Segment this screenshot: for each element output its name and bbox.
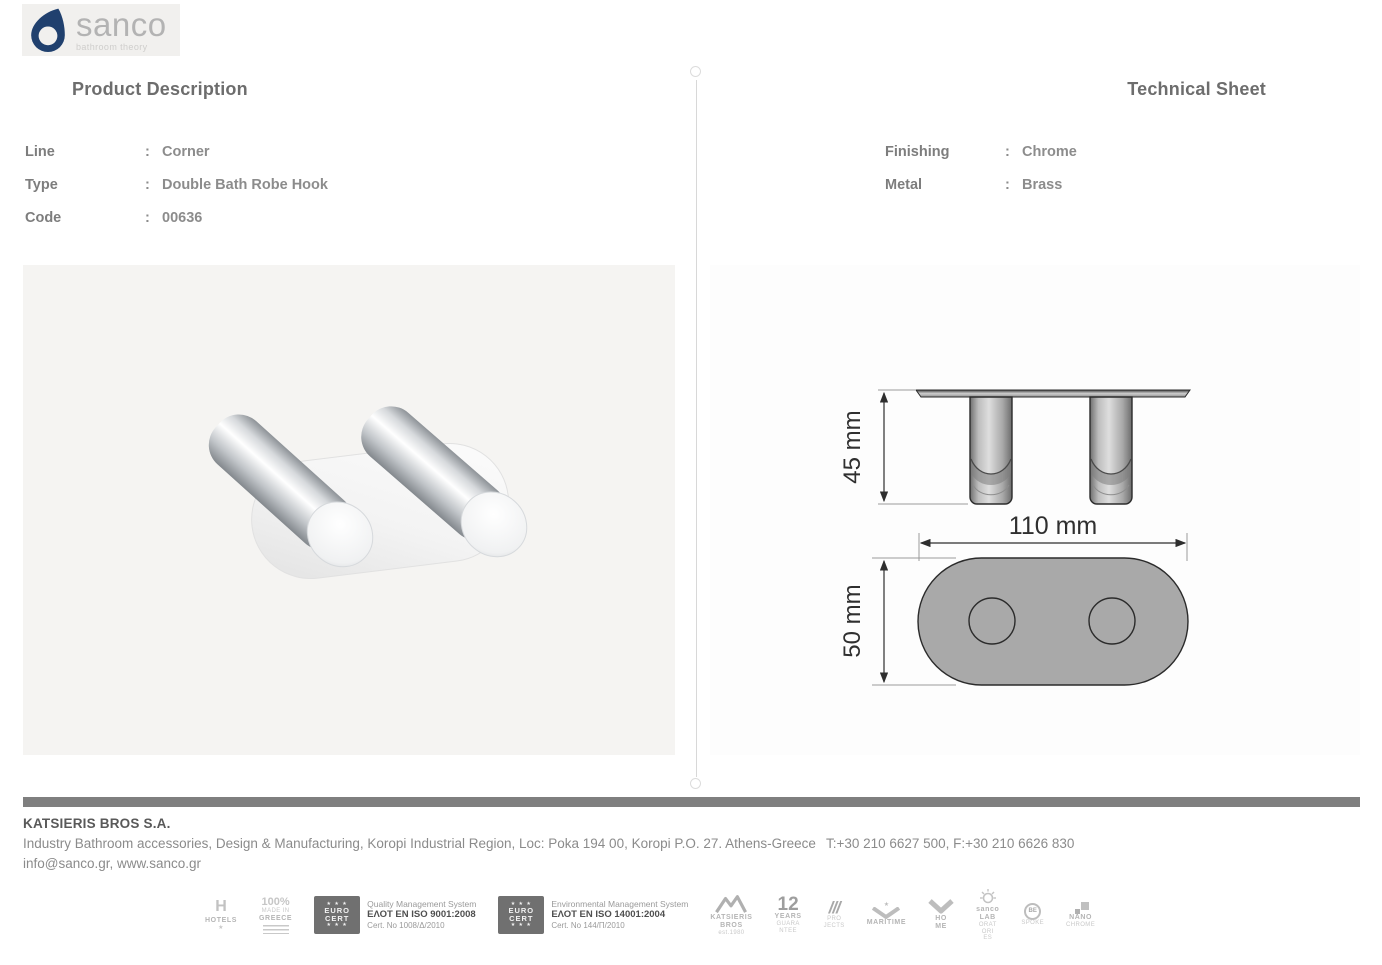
- badge-be-spoke: BE SPOKE: [1021, 903, 1044, 927]
- badge-made-in-greece: 100% MADE IN GREECE: [259, 896, 292, 935]
- spec-value: Chrome: [1022, 144, 1077, 160]
- badge-eurocert-quality: ★ ★ ★ EURO CERT ★ ★ ★ Quality Management System ΕΛΟΤ EN ISO 9001:2008 Cert. No 1008/Δ/2010: [314, 896, 476, 934]
- badge-projects: /// PRO JECTS: [823, 898, 845, 929]
- center-divider: [696, 80, 697, 777]
- drawing-top-view: [918, 558, 1188, 685]
- hotels-icon: H: [215, 898, 227, 916]
- divider-top-dot: [690, 66, 701, 77]
- technical-drawing-panel: [710, 265, 1360, 755]
- technical-drawing: [710, 265, 1360, 755]
- spec-value: Corner: [162, 144, 210, 160]
- product-photo: [23, 265, 675, 755]
- maritime-chevron-icon: [872, 907, 900, 919]
- spec-row-code: Code : 00636: [25, 210, 203, 226]
- dimension-depth-label: 50 mm: [839, 584, 866, 658]
- footer-badges: [205, 882, 1095, 948]
- footer-address: [23, 836, 1074, 851]
- spec-label: Line: [25, 144, 55, 160]
- badge-hotels: H HOTELS ★: [205, 898, 237, 931]
- spec-row-type: Type : Double Bath Robe Hook: [25, 177, 328, 193]
- footer-divider-bar: [23, 797, 1360, 807]
- product-spec-table: [25, 144, 328, 243]
- eurocert-seal-icon: ★ ★ ★ EURO CERT ★ ★ ★: [498, 896, 544, 934]
- spec-value: Double Bath Robe Hook: [162, 177, 328, 193]
- product-photo-panel: [23, 265, 675, 755]
- dimension-height: [839, 390, 968, 504]
- spec-row-metal: Metal : Brass: [885, 177, 1063, 193]
- dimension-width: [919, 512, 1187, 561]
- badge-eurocert-environmental: ★ ★ ★ EURO CERT ★ ★ ★ Environmental Management System ΕΛΟΤ EN ISO 14001:2004 Cert. No 144/Π/2010: [498, 896, 688, 934]
- eurocert-seal-icon: ★ ★ ★ EURO CERT ★ ★ ★: [314, 896, 360, 934]
- spec-row-finishing: Finishing : Chrome: [885, 144, 1077, 160]
- badge-katsieris-bros: KATSIERIS BROS est.1980: [710, 894, 752, 937]
- footer-contacts: info@sanco.gr, www.sanco.gr: [23, 856, 202, 871]
- maritime-star-icon: ★: [883, 901, 890, 908]
- divider-bottom-dot: [690, 778, 701, 789]
- badge-sanco-lab: sanco LAB ORAT ORI ES: [976, 888, 999, 943]
- bespoke-circle-icon: BE: [1024, 903, 1041, 920]
- dimension-height-label: 45 mm: [839, 410, 866, 484]
- home-chevron-icon: [928, 899, 954, 915]
- nano-squares-icon: [1073, 902, 1089, 914]
- spec-value: Brass: [1022, 177, 1063, 193]
- footer-address-text: Industry Bathroom accessories, Design & Manufacturing, Koropi Industrial Region, Loc: Poka 194 00, Koropi P.O. 27. Athens-Greece: [23, 836, 816, 851]
- backplate-outline: [918, 558, 1188, 685]
- spec-row-line: Line : Corner: [25, 144, 210, 160]
- sanco-drop-icon: [26, 6, 70, 54]
- spec-value: 00636: [162, 210, 203, 226]
- wall-plate: [916, 390, 1190, 397]
- spec-label: Code: [25, 210, 62, 226]
- spec-label: Metal: [885, 177, 923, 193]
- badge-12-years-guarantee: 12 YEARS GUARA NTEE: [774, 893, 802, 934]
- brand-logo: [22, 4, 180, 56]
- greece-flag-stripes-icon: [263, 925, 289, 934]
- technical-spec-table: [885, 144, 1077, 210]
- footer-phones: T:+30 210 6627 500, F:+30 210 6626 830: [825, 836, 1075, 851]
- badge-maritime: ★ MARITIME: [866, 901, 907, 927]
- spec-label: Finishing: [885, 144, 950, 160]
- technical-sheet-title: Technical Sheet: [1127, 79, 1266, 99]
- lightbulb-icon: [977, 888, 999, 906]
- drawing-side-view: [916, 390, 1190, 504]
- hook-peg-right: [1090, 397, 1132, 504]
- brand-name: sanco: [76, 6, 167, 43]
- mountains-icon: [713, 894, 749, 914]
- dimension-width-label: 110 mm: [1008, 512, 1098, 540]
- spec-label: Type: [25, 177, 58, 193]
- hook-peg-left: [970, 397, 1012, 504]
- product-description-title: Product Description: [72, 79, 248, 99]
- hotels-star-icon: ★: [218, 924, 224, 931]
- brand-tagline: bathroom theory: [76, 42, 148, 52]
- badge-home: HO ME: [928, 899, 954, 931]
- badge-nano-chrome: NANO CHROME: [1066, 902, 1095, 929]
- footer-company: KATSIERIS BROS S.A.: [23, 816, 171, 831]
- slashes-icon: ///: [828, 898, 840, 918]
